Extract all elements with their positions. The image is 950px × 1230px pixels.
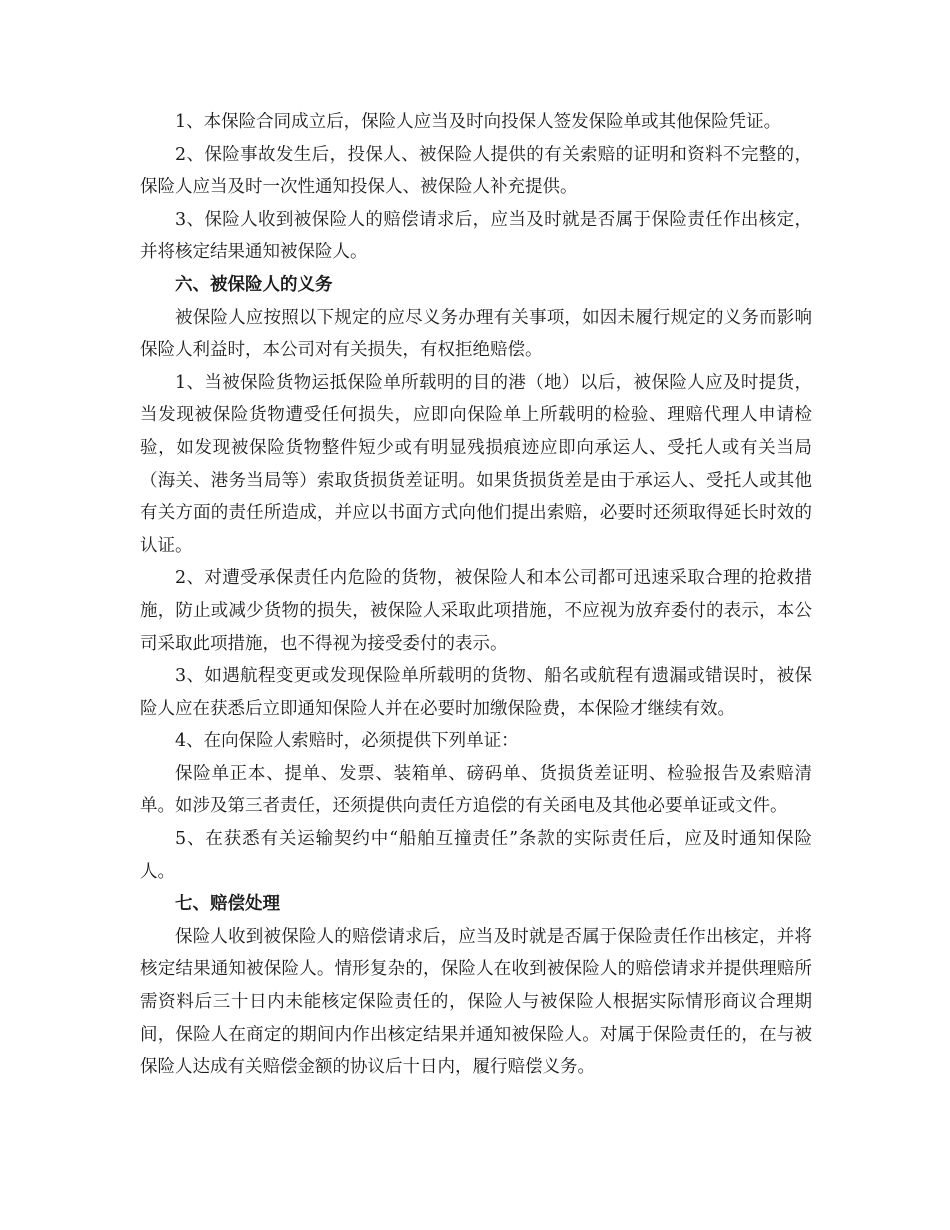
section-6-heading: 六、被保险人的义务: [175, 274, 333, 295]
document-page: [140, 106, 812, 1084]
clause-5-item-2: 2、保险事故发生后，投保人、被保险人提供的有关索赔的证明和资料不完整的，保险人应当及时一次性通知投保人、被保险人补充提供。: [140, 144, 812, 198]
clause-5-item-3: 3、保险人收到被保险人的赔偿请求后，应当及时就是否属于保险责任作出核定，并将核定结果通知被保险人。: [140, 209, 812, 263]
clause-5-item-1: 1、本保险合同成立后，保险人应当及时向投保人签发保险单或其他保险凭证。: [175, 112, 782, 132]
section-6-item-4: 4、在向保险人索赔时，必须提供下列单证：: [175, 731, 519, 752]
section-6-item-2: 2、对遭受承保责任内危险的货物，被保险人和本公司都可迅速采取合理的抢救措施，防止或减少货物的损失，被保险人采取此项措施，不应视为放弃委付的表示，本公司采取此项措施，也不得视为接受委付的表示。: [140, 568, 812, 654]
section-6-item-4-documents: 保险单正本、提单、发票、装箱单、磅码单、货损货差证明、检验报告及索赔清单。如涉及第三者责任，还须提供向责任方追偿的有关函电及其他必要单证或文件。: [140, 763, 812, 817]
section-6-intro: 被保险人应按照以下规定的应尽义务办理有关事项，如因未履行规定的义务而影响保险人利益时，本公司对有关损失，有权拒绝赔偿。: [140, 307, 812, 361]
section-7-body: 保险人收到被保险人的赔偿请求后，应当及时就是否属于保险责任作出核定，并将核定结果通知被保险人。情形复杂的，保险人在收到被保险人的赔偿请求并提供理赔所需资料后三十日内未能核定保险责任的，保险人与被保险人根据实际情形商议合理期间，保险人在商定的期间内作出核定结果并通知被保险人。对属于保险责任的，在与被保险人达成有关赔偿金额的协议后十日内，履行赔偿义务。: [140, 926, 812, 1078]
section-7-heading: 七、赔偿处理: [175, 894, 280, 915]
section-6-item-5: 5、在获悉有关运输契约中“船舶互撞责任”条款的实际责任后，应及时通知保险人。: [140, 829, 812, 882]
section-6-item-1: 1、当被保险货物运抵保险单所载明的目的港（地）以后，被保险人应及时提货，当发现被保险货物遭受任何损失，应即向保险单上所载明的检验、理赔代理人申请检验，如发现被保险货物整件短少或有明显残损痕迹应即向承运人、受托人或有关当局（海关、港务当局等）索取货损货差证明。如果货损货差是由于承运人、受托人或其他有关方面的责任所造成，并应以书面方式向他们提出索赔，必要时还须取得延长时效的认证。: [140, 372, 812, 556]
section-6-item-3: 3、如遇航程变更或发现保险单所载明的货物、船名或航程有遗漏或错误时，被保险人应在获悉后立即通知保险人并在必要时加缴保险费，本保险才继续有效。: [140, 666, 812, 719]
